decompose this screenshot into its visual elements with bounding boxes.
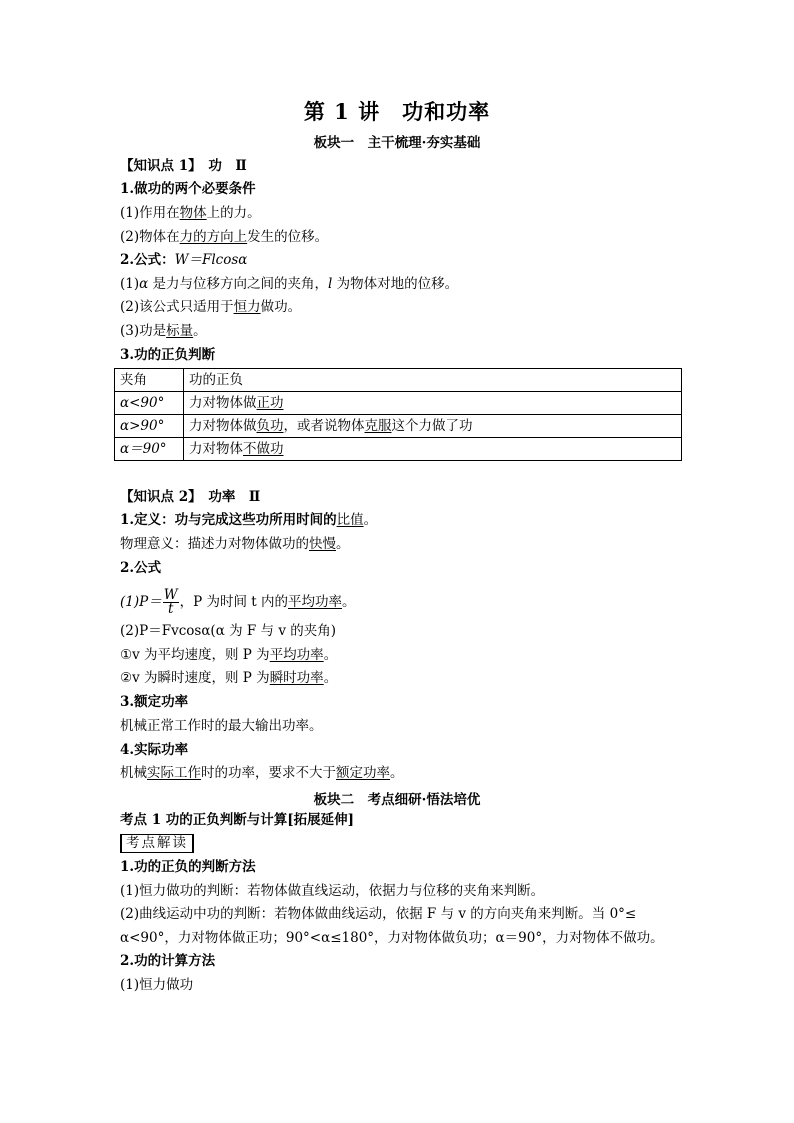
text: ，P 为时间 t 内的 (179, 594, 288, 610)
table-cell-angle: α>90° (115, 415, 184, 438)
table-header-cell: 功的正负 (184, 369, 682, 392)
text: 。 (323, 670, 338, 686)
kp1-judge-title: 3.功的正负判断 (120, 347, 216, 363)
kp2-actual-text (120, 764, 404, 782)
kd1-method-1: (1)恒力做功的判断：若物体做直线运动，依据力与位移的夹角来判断。 (120, 883, 545, 899)
section-heading-2: 板块二 考点细研·悟法培优 (313, 792, 481, 808)
underlined-answer: 平均功率 (269, 647, 324, 663)
text: 这个力做了功 (391, 418, 473, 434)
text: (1)作用在 (120, 205, 180, 221)
kp1-formula-note3 (120, 322, 207, 340)
text: 为物体对地的位移。 (332, 276, 459, 292)
text: (2)该公式只适用于 (120, 299, 234, 315)
text: (1)P＝ (120, 594, 162, 610)
underlined-answer: 正功 (256, 395, 284, 411)
denominator: t (167, 601, 174, 617)
exam-point-badge: 考点解读 (120, 834, 194, 853)
numerator: W (163, 587, 178, 603)
text: 机械 (120, 765, 147, 781)
text: 。 (363, 512, 378, 528)
table-row (115, 415, 682, 438)
section-heading-1: 板块一 主干梳理·夯实基础 (313, 135, 481, 151)
text: (2)物体在 (120, 229, 180, 245)
kd1-badge-line (120, 834, 194, 853)
kd1-method-2-line1: (2)曲线运动中功的判断：若物体做曲线运动，依据 F 与 v 的方向夹角来判断。当 0°≤ (120, 906, 637, 922)
formula: W＝Flcosα (174, 252, 248, 268)
kp2-formula-avg (120, 589, 356, 616)
underlined-answer: 平均功率 (288, 594, 342, 610)
text: 是力与位移方向之间的夹角， (148, 276, 329, 292)
underlined-answer: 快慢 (309, 536, 336, 552)
kp2-formula-inst-a (120, 646, 337, 664)
table-cell-angle: α<90° (115, 392, 184, 415)
underlined-answer: 标量 (166, 323, 194, 339)
table-row (115, 392, 682, 415)
kp1-cond2 (120, 228, 328, 246)
symbol: l (328, 276, 333, 292)
underlined-answer: 恒力 (233, 299, 261, 315)
kp2-formula-inst-b (120, 669, 337, 687)
kd1-method-title: 1.功的正负的判断方法 (120, 859, 256, 875)
text: 2.公式： (120, 252, 175, 268)
kp2-rated-title: 3.额定功率 (120, 694, 189, 710)
kd1-heading: 考点 1 功的正负判断与计算[拓展延伸] (120, 812, 355, 828)
text: 。 (336, 536, 350, 552)
table-cell-sign (184, 415, 682, 438)
text: 。 (323, 647, 338, 663)
kp1-heading: 【知识点 1】 功 Ⅱ (120, 158, 247, 174)
text: ①v 为平均速度，则 P 为 (120, 647, 270, 663)
table-cell-angle: α＝90° (115, 438, 184, 461)
underlined-answer: 额定功率 (336, 765, 390, 781)
text: 时的功率，要求不大于 (201, 765, 336, 781)
kp2-formula-title: 2.公式 (120, 560, 162, 576)
text: 上的力。 (206, 205, 261, 221)
table-cell-sign (184, 438, 682, 461)
underlined-answer: 瞬时功率 (269, 670, 324, 686)
page-title: 第 1 讲 功和功率 (303, 99, 491, 124)
text: 做功。 (260, 299, 302, 315)
kp2-definition (120, 511, 377, 529)
underlined-answer: 物体 (179, 205, 207, 221)
kp2-actual-title: 4.实际功率 (120, 742, 189, 758)
kp2-heading: 【知识点 2】 功率 Ⅱ (120, 489, 261, 505)
text: 物理意义：描述力对物体做功的 (120, 536, 309, 552)
kp1-formula-title (120, 251, 247, 269)
text: (3)功是 (120, 323, 167, 339)
underlined-answer: 不做功 (243, 441, 284, 457)
kp2-rated-text: 机械正常工作时的最大输出功率。 (120, 718, 323, 734)
underlined-answer: 比值 (336, 512, 364, 528)
text: 1.定义：功与完成这些功所用时间的 (120, 512, 337, 528)
table-row (115, 438, 682, 461)
table-header-row (115, 369, 682, 392)
kd1-calc-1: (1)恒力做功 (120, 977, 194, 993)
text: (1) (120, 276, 140, 292)
kp1-formula-note1 (120, 275, 458, 293)
fraction-w-over-t (163, 589, 179, 616)
kp1-cond1 (120, 204, 261, 222)
kd1-calc-title: 2.功的计算方法 (120, 953, 216, 969)
text: 力对物体做 (189, 418, 257, 434)
kp1-cond-title: 1.做功的两个必要条件 (120, 181, 256, 197)
underlined-answer: 实际工作 (147, 765, 201, 781)
table-header-cell: 夹角 (115, 369, 184, 392)
kp1-formula-note2 (120, 298, 301, 316)
underlined-answer: 力的方向上 (179, 229, 248, 245)
kp2-formula-inst: (2)P＝Fvcosα(α 为 F 与 v 的夹角) (120, 623, 337, 639)
text: 力对物体 (189, 441, 243, 457)
underlined-answer: 克服 (364, 418, 392, 434)
text: 。 (390, 765, 404, 781)
table-cell-sign (184, 392, 682, 415)
symbol: α (139, 276, 149, 292)
text: ，或者说物体 (283, 418, 365, 434)
text: 力对物体做 (189, 395, 257, 411)
kp2-meaning (120, 535, 350, 553)
work-sign-table (114, 368, 682, 461)
text: 。 (193, 323, 207, 339)
kd1-method-2-line2: α<90°，力对物体做正功；90°<α≤180°，力对物体做负功；α＝90°，力对物体不做功。 (120, 930, 664, 946)
text: 发生的位移。 (247, 229, 329, 245)
underlined-answer: 负功 (256, 418, 284, 434)
text: ②v 为瞬时速度，则 P 为 (120, 670, 270, 686)
text: 。 (342, 594, 356, 610)
